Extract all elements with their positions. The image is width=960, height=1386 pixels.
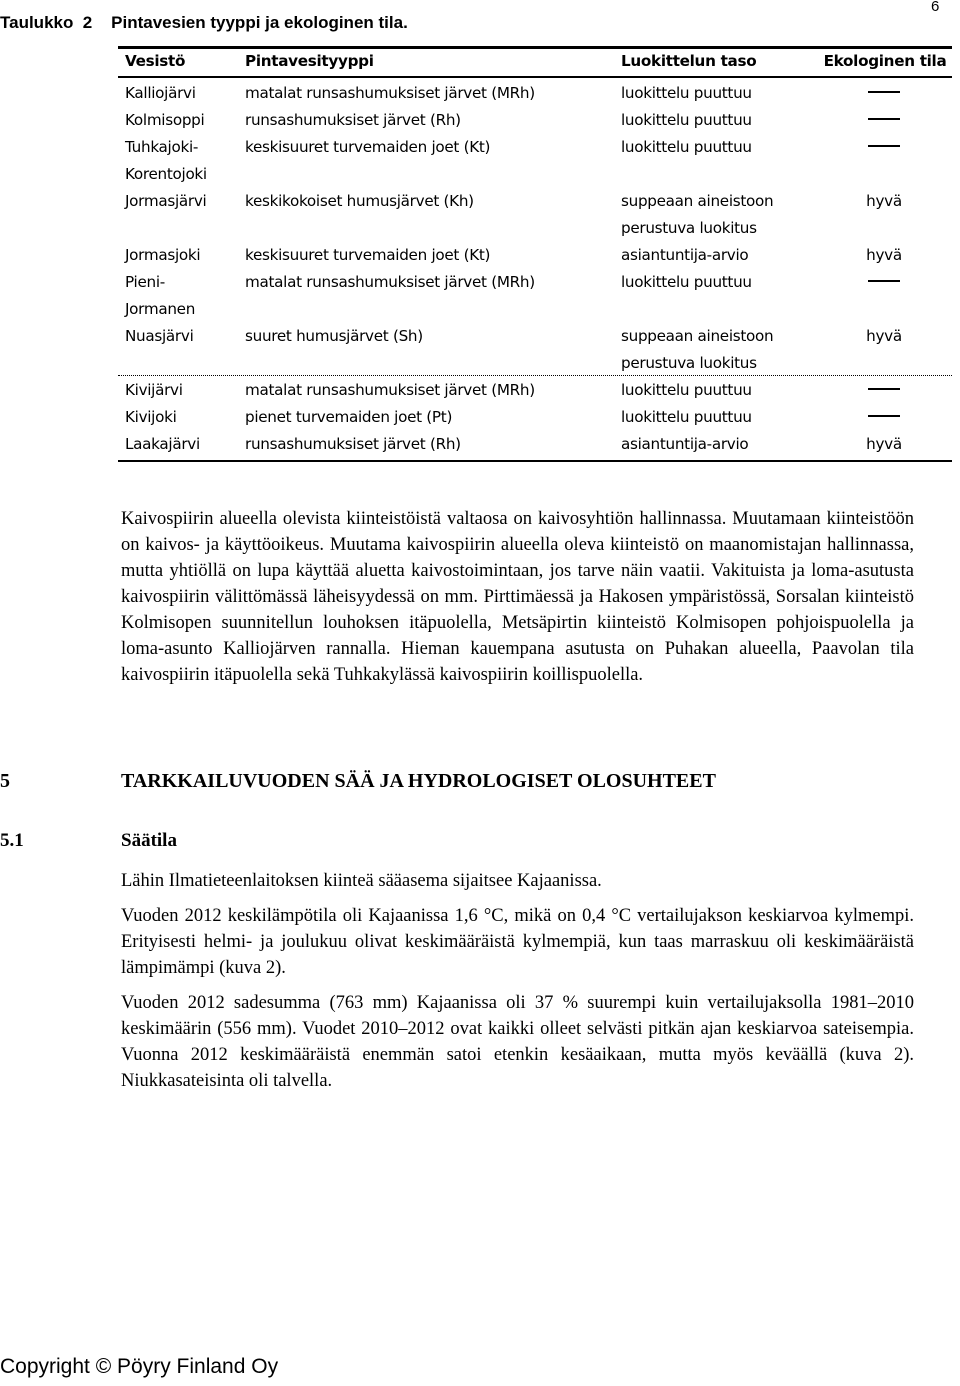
- cell-vesisto: Jormasjoki: [125, 246, 201, 264]
- header-vesisto: Vesistö: [125, 52, 186, 70]
- cell-vesisto: Laakajärvi: [125, 435, 200, 453]
- section-title: TARKKAILUVUODEN SÄÄ JA HYDROLOGISET OLOSUHTEET: [121, 770, 716, 792]
- subsection-title: Säätila: [121, 830, 177, 851]
- paragraph-property-ownership: Kaivospiirin alueella olevista kiinteistöistä valtaosa on kaivosyhtiön hallinnassa. Muutamaan kiinteistöön on kaivos- ja käyttöoikeus. Muutama kaivospiirin alueella oleva kiinteistö on maanomistajan hallinnassa, mutta yhtiöllä on lupa käyttää aluetta kaivostoimintaan, jos tarve näin vaatii. Vakituista ja loma-asutusta kaivospiirin välittömässä läheisyydessä on mm. Pirttimäessä ja Hakosen ympäristössä, Sorsalan kiinteistö Kolmisopen suunnitellun louhoksen itäpuolella, Metsäpirtin kiinteistö Kolmisopen pohjoispuolella ja loma-asunto Kalliojärven rannalla. Hieman kauempana asutusta on Puhakan alueella, Paavolan tila kaivospiirin itäpuolella sekä Tuhkakylässä kaivospiirin koillispuolella.: [121, 509, 914, 685]
- cell-luokittelun-taso: luokittelu puuttuu: [621, 408, 752, 426]
- cell-vesisto: Nuasjärvi: [125, 327, 194, 345]
- cell-luokittelun-taso: luokittelu puuttuu: [621, 84, 752, 102]
- table-bottom-rule: [118, 460, 952, 462]
- subsection-number: 5.1: [0, 830, 24, 851]
- em-dash-mark: [868, 415, 900, 417]
- cell-pintavesityyppi: runsashumuksiset järvet (Rh): [245, 435, 461, 453]
- cell-ekologinen-tila-missing: [824, 134, 944, 161]
- cell-vesisto: Kivijoki: [125, 408, 177, 426]
- cell-pintavesityyppi: matalat runsashumuksiset järvet (MRh): [245, 273, 535, 291]
- table-row: [118, 188, 952, 242]
- cell-ekologinen-tila: hyvä: [866, 192, 902, 210]
- table-caption: Taulukko 2 Pintavesien tyyppi ja ekologinen tila.: [0, 13, 408, 32]
- cell-pintavesityyppi: matalat runsashumuksiset järvet (MRh): [245, 84, 535, 102]
- table-row: [118, 134, 952, 188]
- cell-luokittelun-taso: suppeaan aineistoon: [621, 327, 774, 345]
- cell-pintavesityyppi: keskisuuret turvemaiden joet (Kt): [245, 138, 491, 156]
- table-top-rule: [118, 46, 952, 49]
- em-dash-mark: [868, 388, 900, 390]
- cell-vesisto: Tuhkajoki-: [125, 138, 199, 156]
- cell-luokittelun-taso: luokittelu puuttuu: [621, 273, 752, 291]
- table-row: [118, 80, 952, 107]
- header-ekologinen-tila: Ekologinen tila: [823, 52, 947, 70]
- header-luokittelun-taso: Luokittelun taso: [621, 52, 757, 70]
- cell-pintavesityyppi: pienet turvemaiden joet (Pt): [245, 408, 453, 426]
- cell-ekologinen-tila: hyvä: [866, 246, 902, 264]
- table-row: [118, 377, 952, 404]
- cell-ekologinen-tila-missing: [824, 80, 944, 107]
- table-header-row: [118, 52, 952, 76]
- cell-pintavesityyppi: keskikokoiset humusjärvet (Kh): [245, 192, 474, 210]
- em-dash-mark: [868, 91, 900, 93]
- table-row: [118, 107, 952, 134]
- em-dash-mark: [868, 280, 900, 282]
- cell-luokittelun-taso: perustuva luokitus: [621, 219, 757, 237]
- cell-luokittelun-taso: luokittelu puuttuu: [621, 111, 752, 129]
- cell-ekologinen-tila: hyvä: [866, 435, 902, 453]
- cell-vesisto: Kolmisoppi: [125, 111, 205, 129]
- table-row: [118, 242, 952, 269]
- paragraph-precipitation: Vuoden 2012 sadesumma (763 mm) Kajaanissa oli 37 % suurempi kuin vertailujaksolla 1981–2010 keskimäärin (556 mm). Vuodet 2010–2012 ovat kaikki olleet selvästi pitkän ajan keskiarvoa sateisempia. Vuonna 2012 keskimääräistä enemmän satoi etenkin kesäaikaan, mutta myös keväällä (kuva 2). Niukkasateisinta oli talvella.: [121, 993, 914, 1091]
- cell-vesisto: Kivijärvi: [125, 381, 183, 399]
- em-dash-mark: [868, 118, 900, 120]
- page-number: 6: [931, 0, 940, 15]
- cell-luokittelun-taso: luokittelu puuttuu: [621, 381, 752, 399]
- cell-ekologinen-tila: hyvä: [866, 327, 902, 345]
- section-number: 5: [0, 770, 10, 792]
- em-dash-mark: [868, 145, 900, 147]
- cell-ekologinen-tila-missing: [824, 404, 944, 431]
- footer-copyright: Copyright © Pöyry Finland Oy: [0, 1355, 279, 1378]
- table-row: [118, 431, 952, 458]
- cell-vesisto: Pieni-: [125, 273, 165, 291]
- table-header-rule: [118, 76, 952, 78]
- paragraph-weather-station: Lähin Ilmatieteenlaitoksen kiinteä sääasema sijaitsee Kajaanissa.: [121, 871, 602, 891]
- table-row: [118, 323, 952, 377]
- cell-ekologinen-tila-missing: [824, 269, 944, 296]
- table-row: [118, 404, 952, 431]
- cell-pintavesityyppi: matalat runsashumuksiset järvet (MRh): [245, 381, 535, 399]
- header-pintavesityyppi: Pintavesityyppi: [245, 52, 374, 70]
- cell-ekologinen-tila-missing: [824, 107, 944, 134]
- cell-vesisto: Korentojoki: [125, 165, 207, 183]
- cell-vesisto: Kalliojärvi: [125, 84, 196, 102]
- cell-luokittelun-taso: asiantuntija-arvio: [621, 435, 749, 453]
- cell-luokittelun-taso: luokittelu puuttuu: [621, 138, 752, 156]
- cell-pintavesityyppi: runsashumuksiset järvet (Rh): [245, 111, 461, 129]
- cell-vesisto: Jormanen: [125, 300, 196, 318]
- cell-pintavesityyppi: keskisuuret turvemaiden joet (Kt): [245, 246, 491, 264]
- cell-luokittelun-taso: perustuva luokitus: [621, 354, 757, 372]
- table-dotted-separator: [118, 375, 952, 376]
- cell-ekologinen-tila-missing: [824, 377, 944, 404]
- cell-luokittelun-taso: asiantuntija-arvio: [621, 246, 749, 264]
- cell-luokittelun-taso: suppeaan aineistoon: [621, 192, 774, 210]
- table-row: [118, 269, 952, 323]
- cell-pintavesityyppi: suuret humusjärvet (Sh): [245, 327, 423, 345]
- cell-vesisto: Jormasjärvi: [125, 192, 207, 210]
- paragraph-temperature: Vuoden 2012 keskilämpötila oli Kajaanissa 1,6 °C, mikä on 0,4 °C vertailujakson keskiarvoa kylmempi. Erityisesti helmi- ja joulukuu olivat keskimääräistä kylmempiä, kun taas marraskuu oli keskimääräistä lämpimämpi (kuva 2).: [121, 906, 914, 978]
